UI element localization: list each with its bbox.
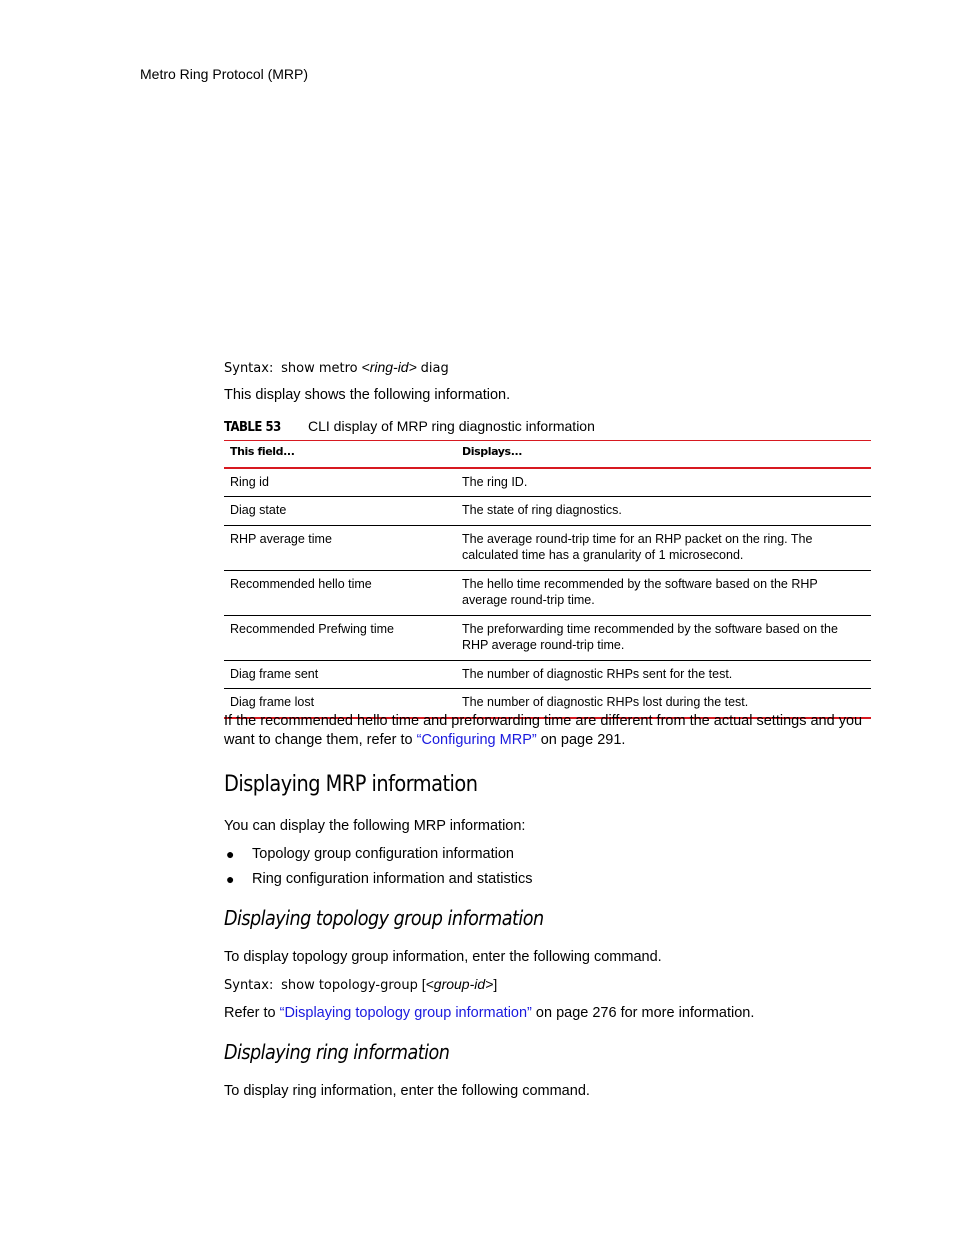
- bullet-icon: ●: [226, 846, 235, 862]
- diag-table: [224, 440, 871, 719]
- ring-paragraph: To display ring information, enter the following command.: [224, 1083, 590, 1099]
- table-header-row: [224, 441, 871, 468]
- running-header: Metro Ring Protocol (MRP): [140, 66, 309, 82]
- cell-field: Diag state: [230, 503, 287, 517]
- syntax-metro-diag: [224, 359, 449, 376]
- after-text-1: If the recommended hello time and preforwarding time are different from the actual settings and you want to change them, refer to: [224, 713, 863, 748]
- header-field: This field...: [230, 445, 295, 458]
- intro-paragraph: This display shows the following information.: [224, 387, 511, 403]
- ref-text-2: on page 276 for more information.: [531, 1005, 755, 1021]
- cell-field: Recommended hello time: [230, 576, 372, 591]
- table-row: [224, 468, 871, 497]
- after-table-paragraph: [224, 712, 864, 750]
- table-row: [224, 570, 871, 615]
- configuring-mrp-link[interactable]: “Configuring MRP”: [416, 732, 537, 748]
- info-list: [224, 845, 532, 895]
- list-item-text: Ring configuration information and statistics: [252, 871, 533, 887]
- after-text-2: on page 291.: [536, 732, 626, 748]
- topology-group-link[interactable]: “Displaying topology group information”: [279, 1005, 532, 1021]
- syntax-param: <group-id>: [425, 976, 494, 992]
- syntax-close-bracket: ]: [493, 976, 498, 992]
- table-row: [224, 615, 871, 660]
- syntax-command: show metro: [281, 361, 358, 376]
- topology-reference: [224, 1004, 864, 1023]
- syntax-param: <ring-id>: [361, 359, 417, 375]
- syntax-command-tail: diag: [420, 361, 449, 376]
- cell-field: Diag frame sent: [230, 666, 319, 681]
- cell-field: RHP average time: [230, 531, 332, 546]
- cell-field: Ring id: [230, 474, 269, 489]
- cell-desc: The state of ring diagnostics.: [462, 503, 622, 517]
- topology-heading: Displaying topology group information: [224, 906, 544, 930]
- ref-text-1: Refer to: [224, 1005, 280, 1021]
- cell-desc: The preforwarding time recommended by the software based on the RHP average round-trip time.: [462, 621, 838, 652]
- syntax-open-bracket: [: [421, 976, 426, 992]
- table-caption: [224, 418, 595, 435]
- section-intro: You can display the following MRP information:: [224, 818, 526, 834]
- table-row: [224, 525, 871, 570]
- topology-paragraph: To display topology group information, enter the following command.: [224, 949, 662, 965]
- header-displays: Displays...: [462, 445, 523, 458]
- syntax-label: Syntax:: [224, 978, 274, 993]
- table-label: TABLE 53: [224, 420, 281, 435]
- cell-desc: The ring ID.: [462, 474, 528, 489]
- syntax-label: Syntax:: [224, 361, 274, 376]
- cell-field: Recommended Prefwing time: [230, 621, 394, 636]
- table-row: [224, 660, 871, 689]
- cell-desc: The number of diagnostic RHPs sent for the test.: [462, 666, 733, 681]
- cell-field: Diag frame lost: [230, 695, 315, 709]
- list-item: [224, 870, 532, 895]
- syntax-topology-group: [224, 976, 497, 993]
- syntax-command: show topology-group: [281, 978, 418, 993]
- bullet-icon: ●: [226, 871, 235, 887]
- list-item: [224, 845, 532, 870]
- cell-desc: The hello time recommended by the software based on the RHP average round-trip time.: [462, 576, 818, 607]
- table-title: CLI display of MRP ring diagnostic information: [308, 418, 595, 434]
- section-heading: Displaying MRP information: [224, 772, 478, 797]
- table-row: [224, 497, 871, 526]
- list-item-text: Topology group configuration information: [252, 846, 514, 862]
- cell-desc: The number of diagnostic RHPs lost during the test.: [462, 695, 749, 709]
- ring-heading: Displaying ring information: [224, 1040, 450, 1064]
- cell-desc: The average round-trip time for an RHP packet on the ring. The calculated time has a granularity of 1 microsecond.: [462, 531, 813, 562]
